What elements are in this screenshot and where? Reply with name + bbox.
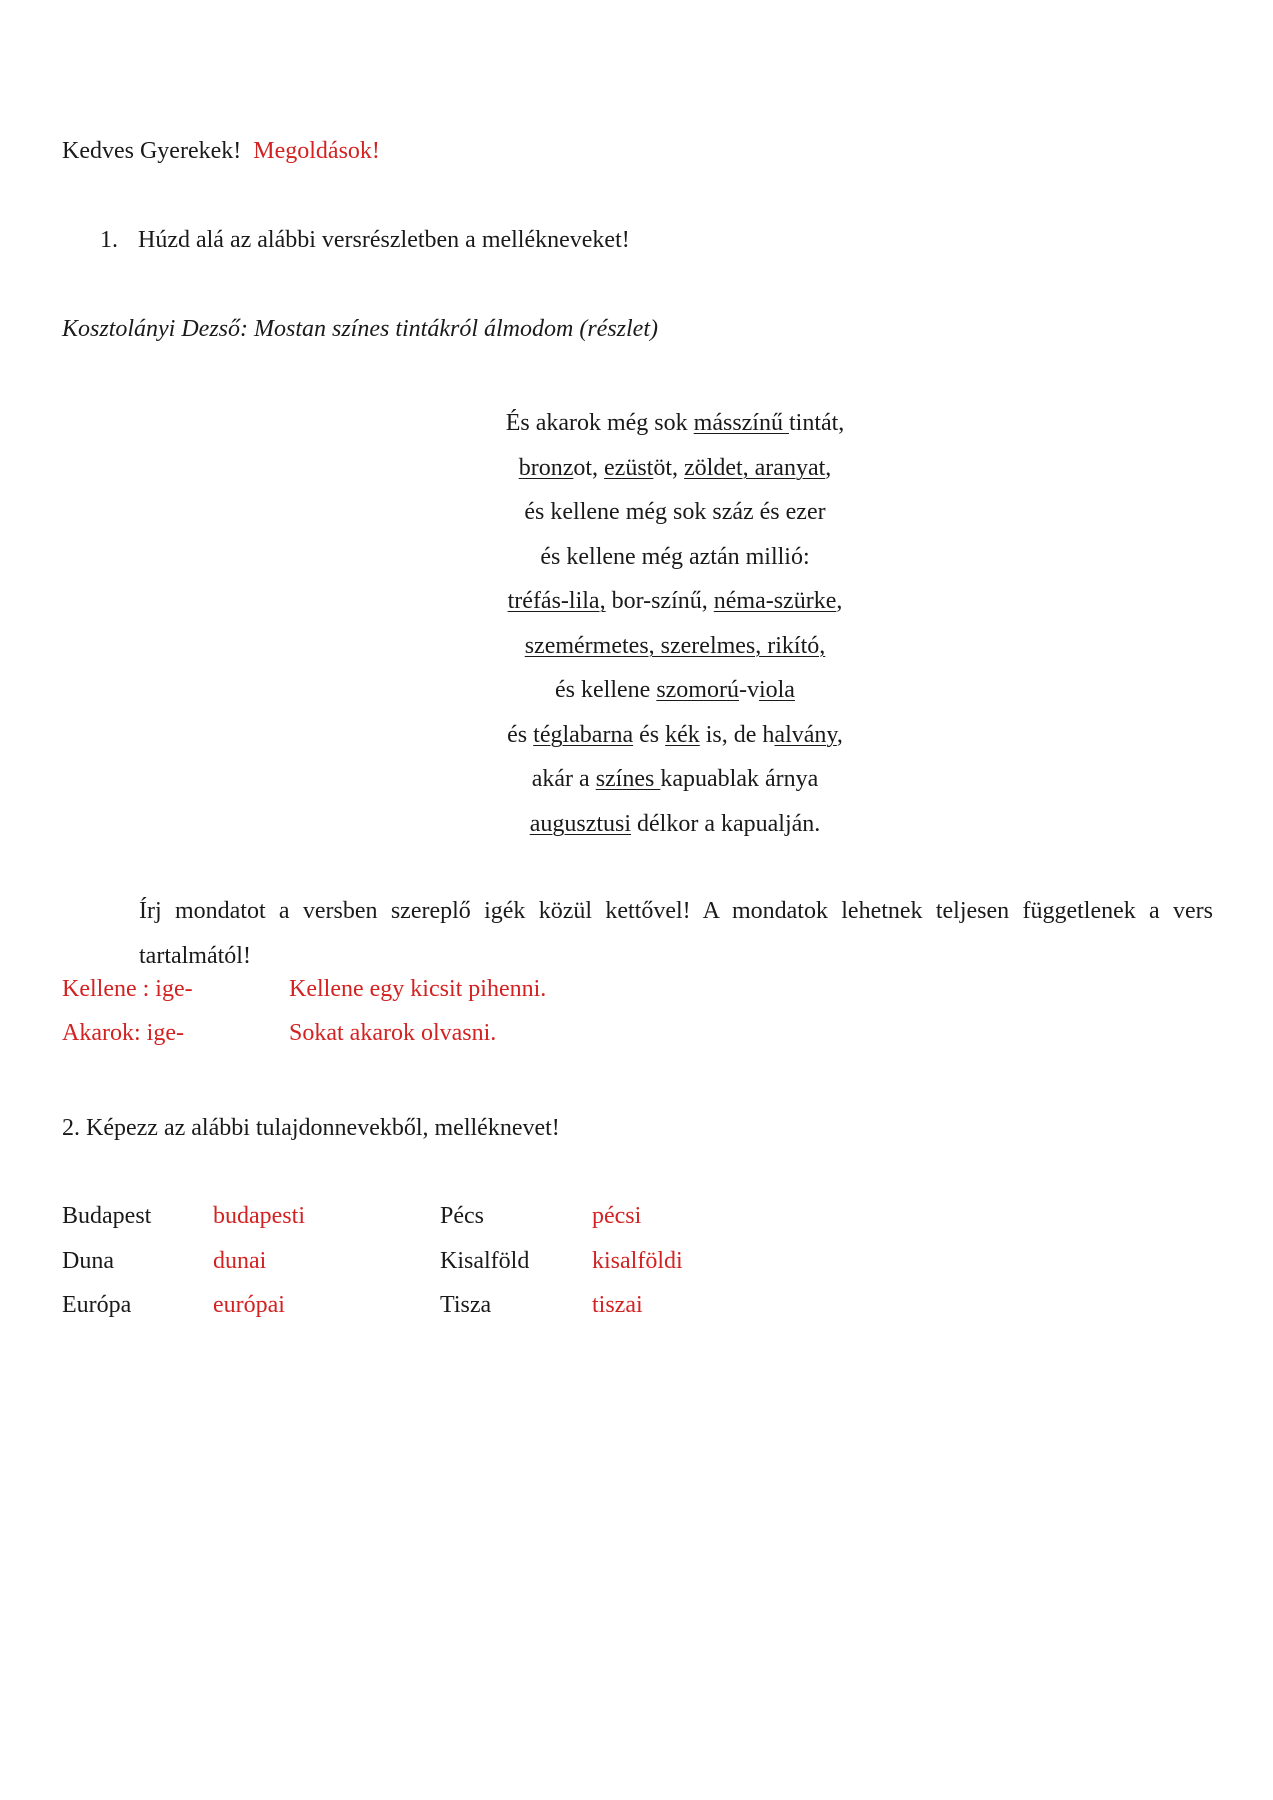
answer-verb-label: Kellene : ige- bbox=[62, 976, 193, 1002]
poem-line bbox=[0, 624, 1273, 669]
poem-text: és bbox=[633, 721, 666, 748]
underlined-adjective: néma-szürke bbox=[713, 588, 837, 614]
poem-line bbox=[0, 446, 1273, 491]
poem-text: kapuablak árnya bbox=[660, 766, 819, 792]
adjective-answer: tiszai bbox=[592, 1292, 643, 1318]
underlined-adjective: tréfás-lila, bbox=[507, 588, 606, 614]
task1-prompt-text: Húzd alá az alábbi versrészletben a mellékneveket! bbox=[138, 227, 630, 253]
poem-text: akár a bbox=[531, 766, 596, 792]
proper-noun: Kisalföld bbox=[440, 1248, 530, 1274]
underlined-adjective: kék bbox=[665, 721, 700, 748]
proper-noun: Európa bbox=[62, 1292, 132, 1318]
poem-line bbox=[0, 802, 1273, 847]
underlined-adjective: színes bbox=[595, 766, 661, 792]
underlined-adjective: bronz bbox=[518, 454, 574, 481]
adjective-answer: dunai bbox=[213, 1248, 267, 1274]
poem-line bbox=[0, 535, 1273, 580]
poem-text: És akarok még sok bbox=[505, 410, 694, 436]
poem-text: öt, bbox=[653, 454, 685, 481]
adjective-answer: kisalföldi bbox=[592, 1248, 683, 1274]
underlined-adjective: ezüst bbox=[604, 454, 654, 481]
poem-text: és bbox=[507, 721, 534, 748]
answers-label: Megoldások! bbox=[253, 138, 380, 164]
poem-line bbox=[0, 401, 1273, 446]
poem-text: délkor a kapualján. bbox=[631, 810, 821, 837]
poem-text: és kellene bbox=[555, 677, 657, 703]
poem-text: és kellene még aztán millió: bbox=[540, 543, 810, 570]
poem-line bbox=[0, 713, 1273, 758]
poem-text: bor-színű, bbox=[605, 588, 714, 614]
answer-sentence: Kellene egy kicsit pihenni. bbox=[289, 976, 547, 1002]
answer-sentence: Sokat akarok olvasni. bbox=[289, 1020, 497, 1046]
adjective-answer: pécsi bbox=[592, 1203, 642, 1229]
poem-title: Kosztolányi Dezső: Mostan színes tintákról álmodom (részlet) bbox=[62, 316, 658, 342]
poem bbox=[0, 401, 1273, 846]
underlined-adjective: téglabarna bbox=[533, 721, 634, 748]
underlined-adjective: szemérmetes, szerelmes, rikító, bbox=[524, 632, 826, 659]
poem-text: ot, bbox=[573, 454, 605, 481]
task1-instruction: Írj mondatot a versben szereplő igék közül kettővel! A mondatok lehetnek teljesen függetlenek a vers tartalmától! bbox=[139, 898, 1213, 969]
poem-text: és kellene még sok száz és ezer bbox=[524, 499, 826, 525]
proper-noun: Budapest bbox=[62, 1203, 152, 1229]
underlined-adjective: szomorú bbox=[656, 677, 739, 703]
poem-text: , bbox=[836, 721, 843, 748]
poem-line bbox=[0, 579, 1273, 624]
underlined-adjective: alvány bbox=[774, 721, 837, 748]
poem-line bbox=[0, 490, 1273, 535]
poem-text: tintát, bbox=[788, 410, 845, 436]
adjective-answer: európai bbox=[213, 1292, 285, 1318]
proper-noun: Duna bbox=[62, 1248, 114, 1274]
task1-prompt bbox=[100, 227, 630, 254]
underlined-adjective: másszínű bbox=[693, 410, 789, 436]
poem-line bbox=[0, 668, 1273, 713]
greeting-line bbox=[62, 138, 380, 165]
task2-prompt: 2. Képezz az alábbi tulajdonnevekből, melléknevet! bbox=[62, 1115, 560, 1141]
poem-text: is, de h bbox=[699, 721, 775, 748]
poem-text: , bbox=[836, 588, 843, 614]
adjective-answer: budapesti bbox=[213, 1203, 305, 1229]
greeting-text: Kedves Gyerekek! bbox=[62, 138, 242, 164]
underlined-adjective: iola bbox=[758, 677, 795, 703]
underlined-adjective: augusztusi bbox=[529, 810, 632, 837]
poem-text: -v bbox=[738, 677, 759, 703]
underlined-adjective: zöldet, aranyat bbox=[684, 454, 826, 481]
proper-noun: Tisza bbox=[440, 1292, 492, 1318]
proper-noun: Pécs bbox=[440, 1203, 484, 1229]
answer-verb-label: Akarok: ige- bbox=[62, 1020, 184, 1046]
poem-text: , bbox=[825, 454, 832, 481]
task1-number: 1. bbox=[100, 227, 118, 253]
poem-line bbox=[0, 757, 1273, 802]
